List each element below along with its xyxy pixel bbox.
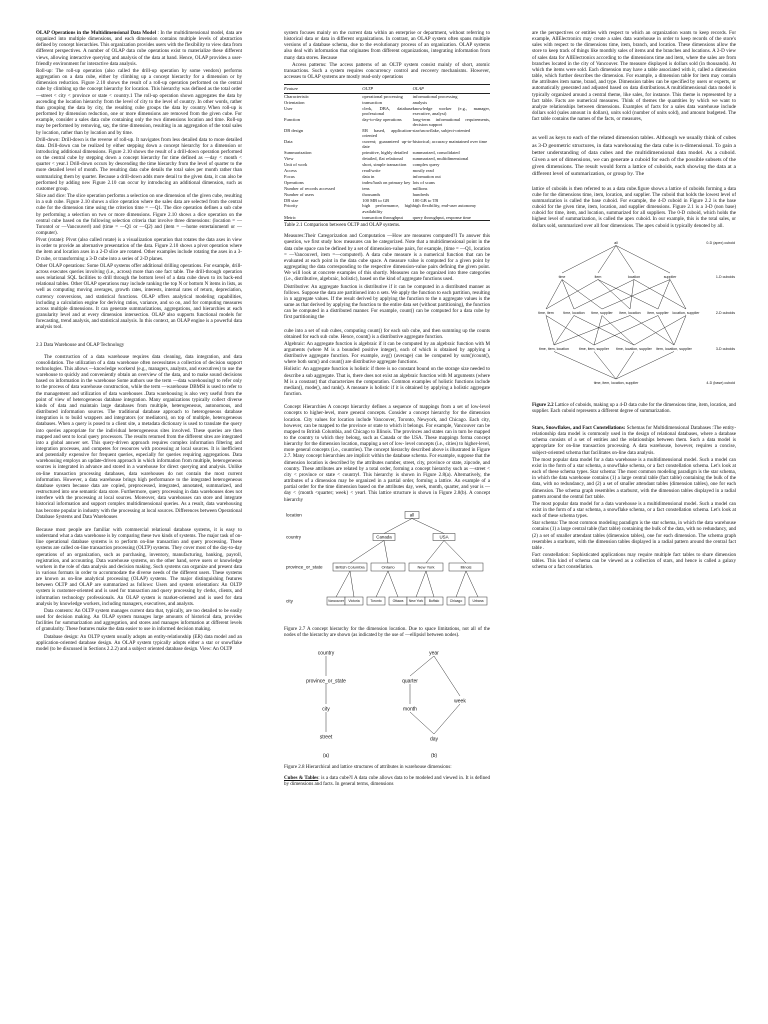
city-node-label: Toronto (370, 598, 382, 603)
table-header-row (284, 85, 490, 93)
country-node-label: Canada (376, 534, 392, 540)
cuboid-edge (562, 245, 616, 273)
cube-count-paragraph: cube into a set of sub cubes, computing count() for each sub cube, and then summing up the counts obtained for each sub cube. Hence, count() is a distributive aggregate function. (284, 327, 490, 340)
table-cell: star/snowflake, subject-oriented (412, 128, 471, 133)
cuboid-node: location, supplier (672, 310, 700, 315)
figure-2-8-caption: Figure 2.8 Hierarchical and lattice structures of attributes in warehouse dimensions: (284, 765, 452, 771)
cuboid-edge (554, 315, 630, 345)
middle-column (284, 30, 490, 1000)
data-contents-paragraph: Data contents: An OLTP system manages current data that, typically, are too detailed to be easily used for decision making. An OLAP system manages large amounts of historical data, provides facilities for summarization and aggregation, and stores and manages information at different levels of granularity. These features make the data easier to use in informed decision making. (36, 607, 242, 633)
table-row (284, 203, 490, 214)
cuboid-node: time, item, supplier (578, 346, 610, 351)
rollup-paragraph: Roll-up: The roll-up operation (also called the drill-up operation by some vendors) performs aggregation on a data cube, either by climbing up a concept hierarchy for a dimension or by dimension reduction. Figure 2.10 shows the result of a roll-up operation performed on the central cube by climbing up the concept hierarchy for location. This hierarchy was defined as the total order —street < city < province or state < country.1 The roll-up operation shown aggregates the data by ascending the location hierarchy from the level of city to the level of country. In other words, rather than grouping the data by city, the resulting cube groups the data by country. When roll-up is performed by dimension reduction, one or more dimensions are removed from the given cube. For example, consider a sales data cube containing only the two dimensions location and time. Roll-up may be performed by removing, say, the time dimension, resulting in an aggregation of the total sales by location, rather than by location and by time. (36, 67, 242, 136)
table-cell: mostly read (412, 168, 434, 174)
cuboid-level-label: 1-D cuboids (715, 274, 735, 279)
cuboid-node: time, item, location (539, 346, 569, 351)
cuboid-level-label: 4-D (base) cuboid (706, 380, 735, 385)
table-cell: Focus (284, 173, 295, 179)
table-cell: current; guaranteed up-to-date (362, 139, 413, 150)
city-node-label: Urbana (472, 598, 484, 603)
cubes-tables-text: : is a data cube?I A data cube allows data to be modeled and viewed in. It is defined by dimensions and facts. In general terms, dimensions (284, 775, 490, 788)
city-node-label: New York (408, 598, 424, 603)
hierarchy-root-label: all (409, 512, 415, 518)
fact-constellation-paragraph: Fact constellation: Sophisticated applications may require multiple fact tables to share dimension tables. This kind of schema can be viewed as a collection of stars, and hence is called a galaxy schema or a fact constellation. (532, 552, 736, 571)
cuboid-edge (554, 315, 574, 345)
table-cell: Orientation (284, 99, 305, 105)
popular-model-paragraph-2: The most popular data model for a data warehouse is a multidimensional model. Such a model can exist in the form of a star schema, a snowflake schema, or a fact constellation schema. Let's look at each of these schema types. (532, 500, 736, 520)
cuboid-node: item, supplier (647, 310, 669, 315)
table-cell: Number of records accessed (284, 185, 335, 191)
table-cell: high performance, high availability (362, 203, 413, 214)
edge-line (426, 540, 444, 563)
table-cell: Metric (284, 214, 362, 220)
popular-model-paragraph: The most popular data model for a data warehouse is a multidimensional model. Such a model can exist in the form of a star schema, a snowflake schema, or a fact constellation schema. Let's look at each of these schema types. Star schema: The most common modeling paradigm is the star schema, in which the data warehouse contains (1) a large central table (fact table) containing the bulk of the data, with no redundancy, and (2) a set of smaller attendant tables (dimension tables), one for each dimension. The schema graph resembles a starburst, with the dimension tables displayed in a radial pattern around the central fact table. (532, 456, 736, 500)
cubes-tables-heading: Cubes & Tables (284, 775, 319, 782)
lattice-attribute-node: day (429, 736, 439, 743)
table-cell: analysis (412, 99, 428, 105)
table-cell: short, simple transaction (362, 162, 407, 168)
table-header-cell: Feature (284, 85, 362, 93)
lattice-edge (434, 656, 460, 696)
lattice-paragraph: lattice of cuboids is then referred to as a data cube.figure shows a lattice of cuboids forming a data cube for the dimensions time, item, location, and supplier. The cuboid that holds the lowest level of summarization is called the base cuboid. For example, the 4-D cuboid in Figure 2.2 is the base cuboid for the given time, item, location, and supplier dimensions. Figure 2.1 is a 3-D (non base) cuboid for time, item, and location, summarized for all suppliers. The 0-D cuboid, which holds the highest level of summarization, is called the apex cuboid. In our example, this is the total sales, or dollars sold, summarized over all four dimensions. The apex cuboid is typically denoted by all. (532, 185, 736, 229)
table-cell: Function (284, 116, 301, 122)
cuboid-node: time, item (538, 310, 554, 315)
cuboid-node: time, supplier (591, 310, 613, 315)
table-row (284, 214, 490, 220)
edge-line (350, 571, 354, 597)
table-cell: Access (284, 168, 297, 174)
table-cell: Summarization (284, 150, 312, 156)
edge-line (384, 540, 388, 563)
figure-2-2-text: Lattice of cuboids, making up a 4-D data cube for the dimensions time, item, location, and supplier. Each cuboid represents a different degree of summarization. (532, 402, 736, 414)
cuboid-node: supplier (663, 274, 677, 279)
table-body (284, 93, 490, 221)
cuboid-level-label: 0-D (apex) cuboid (706, 240, 735, 245)
table-cell: DB size (284, 197, 299, 203)
cuboid-node: time, location, supplier (616, 346, 652, 351)
cuboid-node: time (558, 274, 566, 279)
cuboid-edge (616, 245, 670, 273)
table-cell: summarized, multidimensional (412, 156, 469, 162)
table-cell: complex query (412, 162, 440, 168)
cuboid-edge (594, 315, 602, 345)
schemas-paragraph (532, 425, 736, 456)
edge-line (350, 540, 384, 563)
table-header-cell: OLAP (413, 85, 490, 93)
table-cell: primitive, highly detailed (362, 150, 408, 156)
schemas-heading: Stars, Snowflakes, and Fact Constellations: (532, 424, 626, 431)
cuboid-node: item, location (619, 310, 641, 315)
table-cell: knowledge worker (e.g., manager, executive, analyst) (412, 105, 490, 116)
database-design-paragraph: Database design: An OLTP system usually adopts an entity-relationship (ER) data model and an application-oriented database design. An OLAP system typically adopts either a star or snowflake model (to be discussed in Sections 2.2.2) and a subject oriented database design. View: An OLTP (36, 633, 242, 652)
table-cell: informational processing (412, 93, 458, 99)
measures-paragraph: Measures:Their Categorization and Computation —How are measures computed?I To answer this question, we first study how measures can be categorized. Note that a multidimensional point in the data cube space can be defined by a set of dimension-value pairs, for example, (time = —Q1, location = —Vancouver‖, item =—computer‖). A data cube measure is a numerical function that can be evaluated at each point in the data cube space. A measure value is computed for a given point by aggregating the data corresponding to the respective dimension-value pairs defining the given point. We will look at concrete examples of this shortly. Measures can be organized into three categories (i.e., distributive, algebraic, holistic), based on the kind of aggregate functions used. (284, 233, 490, 283)
table-cell: summarized, consolidated (412, 150, 460, 156)
edge-line (412, 518, 444, 533)
cuboid-edge (616, 351, 674, 379)
table-cell: long-term informational requirements, decision support (412, 116, 490, 128)
table-cell: data in (362, 173, 375, 179)
edge-line (466, 571, 478, 597)
figure-2-2-label: Figure 2.2 (532, 402, 554, 408)
table-cell: hundreds (412, 191, 430, 197)
hierarchy-attribute-node: province_or_state (306, 678, 346, 685)
subfigure-label-a: (a) (322, 753, 330, 760)
city-node-label: Buffalo (428, 598, 440, 603)
province-node-label: Ontario (381, 564, 395, 570)
drilldown-paragraph: Drill-down: Drill-down is the reverse of roll-up. It navigates from less detailed data to more detailed data. Drill-down can be realized by either stepping down a concept hierarchy for a dimension or introducing additional dimensions. Figure 2.10 shows the result of a drill-down operation performed on the central cube by stepping down a concept hierarchy for time defined as —day < month < quarter < year.1 Drill-down occurs by descending the time hierarchy from the level of quarter to the more detailed level of month. The resulting data cube details the total sales per month rather than summarizing them by quarter. Because a drill-down adds more detail to the given data, it can also be performed by adding new Figure 2.10 can occur by introducing an additional dimension, such as customer group. (36, 136, 242, 192)
cuboid-edge (594, 351, 616, 379)
province-node-label: New York (417, 564, 435, 570)
cuboid-node: time, location (563, 310, 585, 315)
hierarchy-level-label: location (286, 512, 302, 518)
familiar-paragraph: Because most people are familiar with commercial relational database systems, it is easy to understand what a data warehouse is by comparing these two kinds of systems. The major task of on-line operational database systems is to perform on-line transaction and query processing. These systems are called on-line transaction processing (OLTP) systems. They cover most of the day-to-day operations of an organization, such as purchasing, inventory, manufacturing, banking, payroll, registration, and accounting. Data warehouse systems, on the other hand, serve users or knowledge workers in the role of data analysis and decision making. Such systems can organize and present data in various formats in order to accommodate the diverse needs of the different users. These systems are known as on-line analytical processing (OLAP) systems. The major distinguishing features between OLTP and OLAP are summarized as follows: Users and system orientation: An OLTP system is customer-oriented and is used for transaction and query processing by clerks, clients, and information technology professionals. An OLAP system is market-oriented and is used for data analysis by knowledge workers, including managers, executives, and analysts. (36, 526, 242, 607)
figure-2-8-hierarchy-lattice (284, 643, 490, 763)
construction-paragraph: The construction of a data warehouse requires data cleaning, data integration, and data consolidation. The utilization of a data warehouse often necessitates a collection of decision support technologies. This allows —knowledge workers‖ (e.g., managers, analysts, and executives) to use the warehouse to quickly and conveniently obtain an overview of the data, and to make sound decisions based on information in the warehouse Some authors use the term —data warehousing‖ to refer only to the process of data warehouse construction, while the term —warehouse DBMS‖ is used to refer to the management and utilization of data warehouses .Data warehousing is also very useful from the point of view of heterogeneous database integration. Many organizations typically collect diverse kinds of data and maintain large databases from multiple, heterogeneous, autonomous, and distributed information sources. The traditional database approach to heterogeneous database integration is to build wrappers and integrators (or mediators), on top of multiple, heterogeneous databases. When a query is posed to a client site, a metadata dictionary is used to translate the query into queries appropriate for the individual heterogeneous sites involved. These queries are then mapped and sent to local query processors. The results returned from the different sites are integrated into a global answer set. This query-driven approach requires complex information filtering and integration processes, and competes for resources with processing at local sources. It is inefficient and potentially expensive for frequent queries, especially for queries requiring aggregations. Data warehousing employs an update-driven approach in which information from multiple, heterogeneous sources is integrated in advance and stored in a warehouse for direct querying and analysis. Unlike on-line transaction processing databases, data warehouses do not contain the most current information. However, a data warehouse brings high performance to the integrated heterogeneous database system because data are copied, preprocessed, integrated, annotated, summarized, and restructured into one semantic data store. Furthermore, query processing in data warehouses does not interfere with the processing at local sources. Moreover, data warehouses can store and integrate historical information and support complex multidimensional queries. As a result, data warehousing has become popular in industry with the processing at local sources. Differences between Operational Database Systems and Data Warehouses (36, 353, 242, 520)
dimension-keys-paragraph: as well as keys to each of the related dimension tables. Although we usually think of cubes as 3-D geometric structures, in data warehousing the data cube is n-dimensional. To gain a better understanding of data cubes and the multidimensional data model. As a cuboid. Given a set of dimensions, we can generate a cuboid for each of the possible subsets of the given dimensions. The result would form a lattice of cuboids, each showing the data at a different level of summarization, or group by. The (532, 135, 736, 178)
table-cell: day-to-day operations (362, 116, 402, 122)
star-schema-paragraph: Star schema: The most common modeling paradigm is the star schema, in which the data warehouse contains (1) a large central table (fact table) containing the bulk of the data, with no redundancy, and (2) a set of smaller attendant tables (dimension tables), one for each dimension. The schema graph resembles a starburst, with the dimension tables displayed in a radial pattern around the central fact table . (532, 520, 736, 551)
table-cell: lots of scans (412, 179, 435, 185)
edge-line (384, 518, 412, 533)
cuboid-edge (554, 351, 616, 379)
cuboid-edge (630, 315, 674, 345)
olap-operations-title: OLAP Operations in the Multidimensional Data Model (36, 30, 156, 36)
access-patterns-paragraph: Access patterns: The access patterns of an OLTP system consist mainly of short, atomic transactions. Such a system requires concurrency control and recovery mechanisms. However, accesses to OLAP systems are mostly read-only operations (284, 61, 490, 81)
cuboid-node: all (614, 240, 618, 245)
table-cell: Characteristic (284, 93, 309, 99)
table-cell: query throughput, response time (413, 214, 490, 220)
table-cell: 100 GB to TB (412, 197, 439, 203)
cuboid-edge (616, 245, 634, 273)
other-operations-paragraph: Other OLAP operations: Some OLAP systems offer additional drilling operations. For example, drill-across executes queries involving (i.e., across) more than one fact table. The drill-through operation uses relational SQL facilities to drill through the bottom level of a data cube down to its back-end relational tables. Other OLAP operations may include ranking the top N or bottom N items in lists, as well as computing moving averages, growth rates, interests, internal rates of return, depreciation, currency conversions, and statistical functions. OLAP offers analytical modeling capabilities, including a calculation engine for deriving ratios, variance, and so on, and for computing measures across multiple dimensions. It can generate summarizations, aggregations, and hierarchies at each granularity level and at every dimension intersection. OLAP also supports functional models for forecasting, trend analysis, and statistical analysis. In this context, an OLAP engine is a powerful data analysis tool. (36, 262, 242, 331)
table-cell: read/write (362, 168, 381, 174)
oltp-olap-table (284, 84, 490, 221)
scope-paragraph: system focuses mainly on the current data within an enterprise or department, without referring to historical data or data in different organizations. In contrast, an OLAP system often spans multiple versions of a database schema, due to the evolutionary process of an organization. OLAP systems also deal with information that originates from different organizations, integrating information from many data stores. Because (284, 30, 490, 61)
intro-text: In the multidimensional model, data are organized into multiple dimensions, and each dimension contains multiple levels of abstraction defined by concept hierarchies. This organization provides users with the flexibility to view data from different perspectives. A number of OLAP data cube operations exist to materialize these different views, allowing interactive querying and analysis of the data at hand. Hence, OLAP provides a user-friendly environment for interactive data analysis. (36, 30, 242, 67)
edge-line (416, 571, 426, 597)
edge-line (336, 571, 350, 597)
figure-2-2-cuboid-lattice (532, 231, 736, 401)
table-row (284, 105, 490, 116)
table-cell: Number of users (284, 191, 314, 197)
city-node-label: Vancouver (328, 598, 344, 603)
lattice-edge (410, 656, 434, 676)
table-cell: clerk, DBA, database professional (362, 105, 413, 116)
hierarchy-attribute-node: country (317, 650, 335, 657)
table-caption: Table 2.1 Comparison between OLTP and OLAP systems. (284, 223, 401, 229)
hierarchy-attribute-node: city (322, 706, 330, 713)
cuboid-edge (674, 315, 686, 345)
olap-operations-paragraph: OLAP Operations in the Multidimensional Data Model : In the multidimensional model, data are organized into multiple dimensions, and each dimension contains multiple levels of abstraction defined by concept hierarchies. This organization provides users with the flexibility to view data from different perspectives. A number of OLAP data cube operations exist to materialize these different views, allowing interactive querying and analysis of the data at hand. Hence, OLAP provides a user-friendly environment for interactive data analysis. (36, 30, 242, 67)
table-header-cell: OLTP (362, 85, 412, 93)
edge-line (456, 571, 466, 597)
figure-2-7-caption: Figure 2.7 A concept hierarchy for the dimension location. Due to space limitations, not all of the nodes of the hierarchy are shown (as indicated by the use of —ellipsis‖ between nodes). (284, 626, 490, 638)
table-cell: DB design (284, 128, 304, 133)
lattice-edge (434, 704, 460, 734)
cubes-tables-paragraph (284, 775, 490, 787)
province-node-label: British Columbia (335, 564, 365, 570)
table-cell: transaction (362, 99, 383, 105)
table-cell: transaction throughput (362, 214, 412, 220)
schemas-text: Schemas for Multidimensional Databases :The entity-relationship data model is commonly used in the design of relational databases, where a database schema consists of a set of entities and the relationships between them. Such a data model is appropriate for on-line transaction processing. A data warehouse, however, requires a concise, subject-oriented schema that facilitates on-line data analysis. (532, 424, 736, 456)
edge-line (376, 571, 388, 597)
province-node-label: Illinois (460, 564, 472, 570)
section-heading: 2.3 Data Warehouse and OLAP Technology (36, 341, 125, 348)
country-node-label: USA (439, 534, 449, 540)
table-row (284, 139, 490, 150)
table-cell: historical; accuracy maintained over time (412, 139, 488, 145)
table-cell: 100 MB to GB (362, 197, 390, 203)
table-cell: Priority (284, 203, 298, 209)
subfigure-label-b: (b) (430, 753, 438, 760)
cuboid-level-label: 2-D cuboids (715, 310, 735, 315)
cuboid-edge (598, 279, 658, 309)
figure-2-2-caption (532, 403, 736, 415)
algebraic-paragraph: Algebraic: An aggregate function is algebraic if it can be computed by an algebraic function with M arguments (where M is a bounded positive integer), each of which is obtained by applying a distributive aggregate function. For example, avg() (average) can be computed by sum()/count(), where both sum() and count() are distributive aggregate functions. (284, 340, 490, 366)
city-node-label: Ottawa (392, 598, 404, 603)
cuboid-edge (598, 245, 616, 273)
table-cell: Unit of work (284, 162, 308, 168)
edge-line (426, 571, 434, 597)
lattice-attribute-node: year (429, 650, 439, 657)
cuboid-edge (546, 315, 594, 345)
city-node-label: Chicago (449, 598, 463, 603)
concept-hierarchies-paragraph: Concept Hierarchies A concept hierarchy defines a sequence of mappings from a set of low-level concepts to higher-level, more general concepts. Consider a concept hierarchy for the dimension location. City values for location include Vancouver, Toronto, Newyork, and Chicago. Each city, however, can be mapped to the province or state to which it belongs. For example, Vancouver can be mapped to British Columbia, and Chicago to Illinois. The provinces and states can in turn be mapped to the country to which they belong, such as Canada or the USA. These mappings forma concept hierarchy for the dimension location, mapping a set of low- level concepts (i.e., cities) to higher-level, more general concepts (i.e., countries). The concept hierarchy described above is illustrated in Figure 2.7. Many concept hierarchies are implicit within the database schema. For example, suppose that the dimension location is described by the attributes number, street, city, province or state, zipcode, and country. These attributes are related by a total order, forming a concept hierarchy such as —street < city < province or state < country‖. This hierarchy is shown in Figure 2.8(a). Alternatively, the attributes of a dimension may be organized in a partial order, forming a lattice. An example of a partial order for the time dimension based on the attributes day, week, month, quarter, and year is —day < {month <quarter; week} < year‖. This lattice structure is shown in Figure 2.8(b). A concept hierarchy (284, 404, 490, 503)
hierarchy-attribute-node: street (319, 734, 333, 741)
lattice-edge (410, 712, 434, 734)
cuboid-edge (634, 315, 686, 345)
table-cell: View (284, 156, 294, 162)
lattice-attribute-node: month (403, 706, 417, 713)
right-column (532, 30, 736, 1000)
table-cell: index/hash on primary key (362, 179, 411, 185)
table-cell: operational processing (362, 93, 403, 99)
cuboid-level-label: 3-D cuboids (715, 346, 735, 351)
cuboid-node: time, item, location, supplier (593, 380, 639, 385)
hierarchy-level-label: country (286, 534, 302, 540)
pivot-paragraph: Pivot (rotate): Pivot (also called rotate) is a visualization operation that rotates the data axes in view in order to provide an alternative presentation of the data. Figure 2.10 shows a pivot operation where the item and location axes in a 2-D slice are rotated. Other examples include rotating the axes in a 3-D cube, or transforming a 3-D cube into a series of 2-D planes. (36, 237, 242, 262)
table-row (284, 117, 490, 128)
city-node-label: Victoria (348, 598, 360, 603)
left-column (36, 30, 242, 1000)
cuboid-node: item (594, 274, 602, 279)
table-cell: Data (284, 139, 293, 145)
table-cell: User (284, 105, 293, 111)
table-row (284, 128, 490, 139)
holistic-paragraph: Holistic: An aggregate function is holistic if there is no constant bound on the storage size needed to describe a sub aggregate. That is, there does not exist an algebraic function with M arguments (where M is a constant) that characterizes the computation. Common examples of holistic functions include median(), mode(), and rank(). A measure is holistic if it is obtained by applying a holistic aggregate function. (284, 366, 490, 398)
hierarchy-level-label: city (286, 598, 293, 604)
table-cell: millions (412, 185, 428, 191)
table-cell: tens (362, 185, 370, 191)
edge-line (444, 540, 466, 563)
lattice-attribute-node: quarter (402, 678, 418, 685)
hierarchy-level-label: province_or_state (286, 564, 323, 570)
figure-2-7-location-hierarchy (284, 505, 490, 625)
lattice-attribute-node: week (454, 698, 466, 705)
cuboid-edge (630, 279, 634, 309)
cuboid-node: item, location, supplier (656, 346, 692, 351)
table-cell: detailed, flat relational (362, 156, 403, 162)
table-cell: ER based, application-oriented (362, 128, 413, 139)
table-cell: Operations (284, 179, 304, 185)
dimensions-paragraph: are the perspectives or entities with respect to which an organization wants to keep records. For example, AllElectronics may create a sales data warehouse in order to keep records of the store's sales with respect to the dimensions time, item, branch, and location. These dimensions allow the store to keep track of things like monthly sales of items and the branches and locations. A 2-D view of sales data for AllElectronics according to the dimensions time and item, where the sales are from branches located in the city of Vancouver. The measure displayed is dollars sold (in thousands). At which the items were sold. Each dimension may have a table associated with it, called a dimension table, which further describes the dimension. For example, a dimension table for item may contain the attributes item name, brand, and type. Dimension tables can be specified by users or experts, or automatically generated and adjusted based on data distributions.A multidimensional data model is typically organized around a central theme, like sales, for instance. This theme is represented by a fact table. Facts are numerical measures. Think of themes the quantities by which we want to analyze relationships between dimensions. Examples of facts for a sales data warehouse include dollars sold (sales amount in dollars), units sold (number of units sold), and amount budgeted. The fact table contains the names of the facts, or measures, (532, 30, 736, 123)
distributive-paragraph: Distributive: An aggregate function is distributive if it can be computed in a distributed manner as follows. Suppose the data are partitioned into n sets. We apply the function to each partition, resulting in n aggregate values. If the result derived by applying the function to the n aggregate values is the same as that derived by applying the function to the entire data set (without partitioning), the function can be computed in a distributed manner. For example, count() can be computed for a data cube by first partitioning the (284, 283, 490, 321)
cuboid-node: location (627, 274, 641, 279)
table-cell: information out (412, 173, 441, 179)
slice-dice-paragraph: Slice and dice: The slice operation performs a selection on one dimension of the given cube, resulting in a sub cube. Figure 2.10 shows a slice operation where the sales data are selected from the central cube for the dimension time using the criterion time = —Q1. The dice operation defines a sub cube by performing a selection on two or more dimensions. Figure 2.10 shows a dice operation on the central cube based on the following selection criteria that involve three dimensions: (location = —Toronto‖ or —Vancouver‖) and (time = —Q1 or —Q2) and (item = —home entertainment‖ or —computer). (36, 193, 242, 236)
table-cell: thousands (362, 191, 381, 197)
table-cell: high flexibility, end-user autonomy (412, 203, 477, 209)
edge-line (388, 571, 398, 597)
